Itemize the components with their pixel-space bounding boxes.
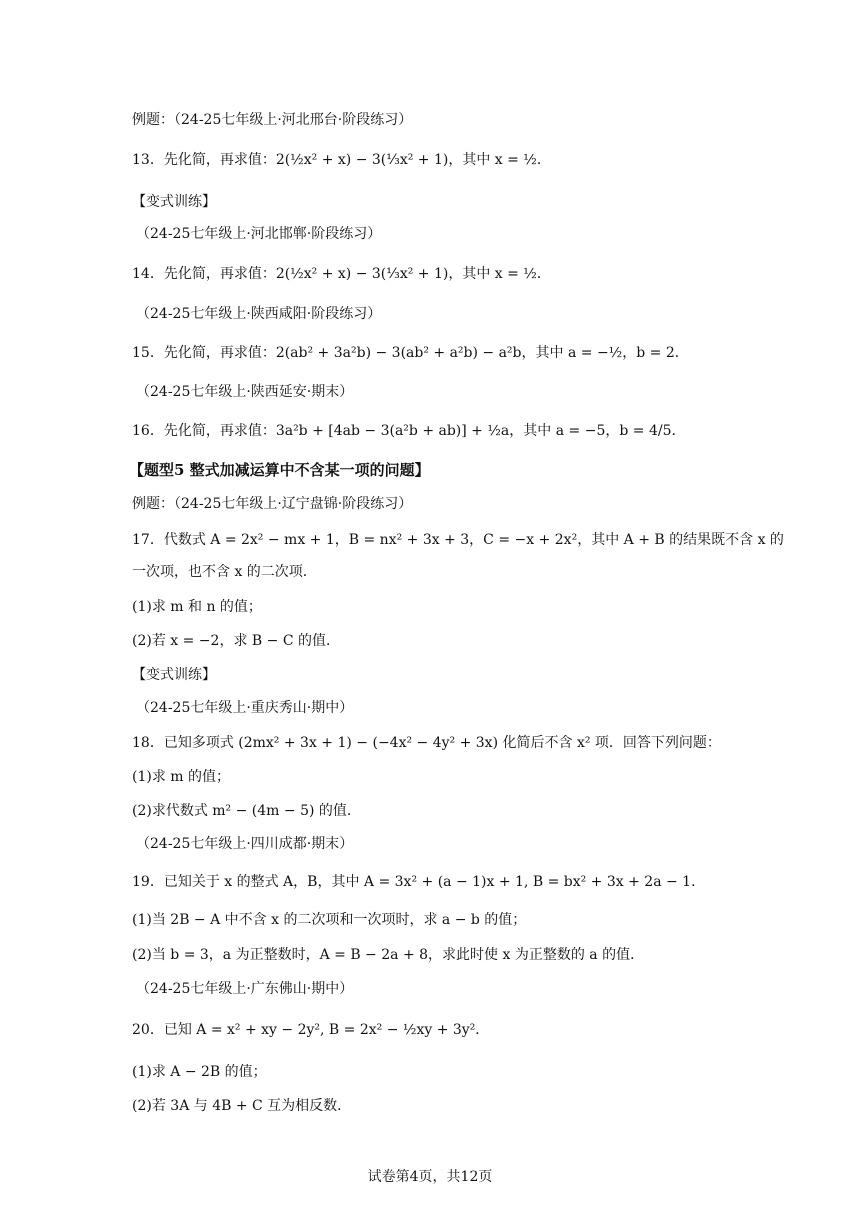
problem-17-part2: (2)若 x = −2，求 B − C 的值．	[132, 633, 340, 649]
problem-18-part2: (2)求代数式 m² − (4m − 5) 的值．	[132, 803, 361, 819]
problem-20-part1: (1)求 A − 2B 的值；	[132, 1064, 267, 1080]
problem-20: 20．已知 A = x² + xy − 2y², B = 2x² − ½xy + 3y²．	[132, 1022, 490, 1038]
variant-heading: 【变式训练】	[132, 667, 216, 683]
problem-18: 18．已知多项式 (2mx² + 3x + 1) − (−4x² − 4y² + 3x) 化简后不含 x² 项．回答下列问题：	[132, 735, 721, 751]
problem-16: 16．先化简，再求值：3a²b + [4ab − 3(a²b + ab)] + ½a，其中 a = −5，b = 4/5．	[132, 423, 686, 439]
problem-13: 13．先化简，再求值：2(½x² + x) − 3(⅓x² + 1)，其中 x = ½．	[132, 152, 551, 168]
problem-15: 15．先化简，再求值：2(ab² + 3a²b) − 3(ab² + a²b) − a²b，其中 a = −½，b = 2．	[132, 345, 689, 361]
source-line: （24-25七年级上·陕西咸阳·阶段练习）	[136, 306, 382, 322]
variant-heading: 【变式训练】	[132, 194, 216, 210]
source-line: 例题：（24-25七年级上·河北邢台·阶段练习）	[132, 112, 413, 128]
problem-17-cont: 一次项，也不含 x 的二次项．	[132, 564, 317, 580]
problem-14: 14．先化简，再求值：2(½x² + x) − 3(⅓x² + 1)，其中 x = ½．	[132, 266, 551, 282]
problem-19: 19．已知关于 x 的整式 A，B，其中 A = 3x² + (a − 1)x + 1, B = bx² + 3x + 2a − 1．	[132, 874, 706, 890]
page-footer: 试卷第4页，共12页	[367, 1169, 493, 1185]
problem-17: 17．代数式 A = 2x² − mx + 1，B = nx² + 3x + 3，C = −x + 2x²，其中 A + B 的结果既不含 x 的	[132, 532, 784, 548]
problem-17-part1: (1)求 m 和 n 的值；	[132, 599, 262, 615]
source-line: （24-25七年级上·重庆秀山·期中）	[136, 700, 354, 716]
source-line: （24-25七年级上·四川成都·期末）	[136, 836, 354, 852]
source-line: （24-25七年级上·广东佛山·期中）	[136, 981, 354, 997]
problem-19-part2: (2)当 b = 3，a 为正整数时，A = B − 2a + 8，求此时使 x 为正整数的 a 的值．	[132, 947, 645, 963]
source-line: （24-25七年级上·陕西延安·期末）	[136, 384, 354, 400]
source-line: 例题：（24-25七年级上·辽宁盘锦·阶段练习）	[132, 496, 413, 512]
problem-19-part1: (1)当 2B − A 中不含 x 的二次项和一次项时，求 a − b 的值；	[132, 912, 527, 928]
problem-20-part2: (2)若 3A 与 4B + C 互为相反数．	[132, 1098, 352, 1114]
problem-18-part1: (1)求 m 的值；	[132, 769, 231, 785]
section-heading: 【题型5 整式加减运算中不含某一项的问题】	[129, 461, 430, 479]
source-line: （24-25七年级上·河北邯郸·阶段练习）	[136, 226, 382, 242]
